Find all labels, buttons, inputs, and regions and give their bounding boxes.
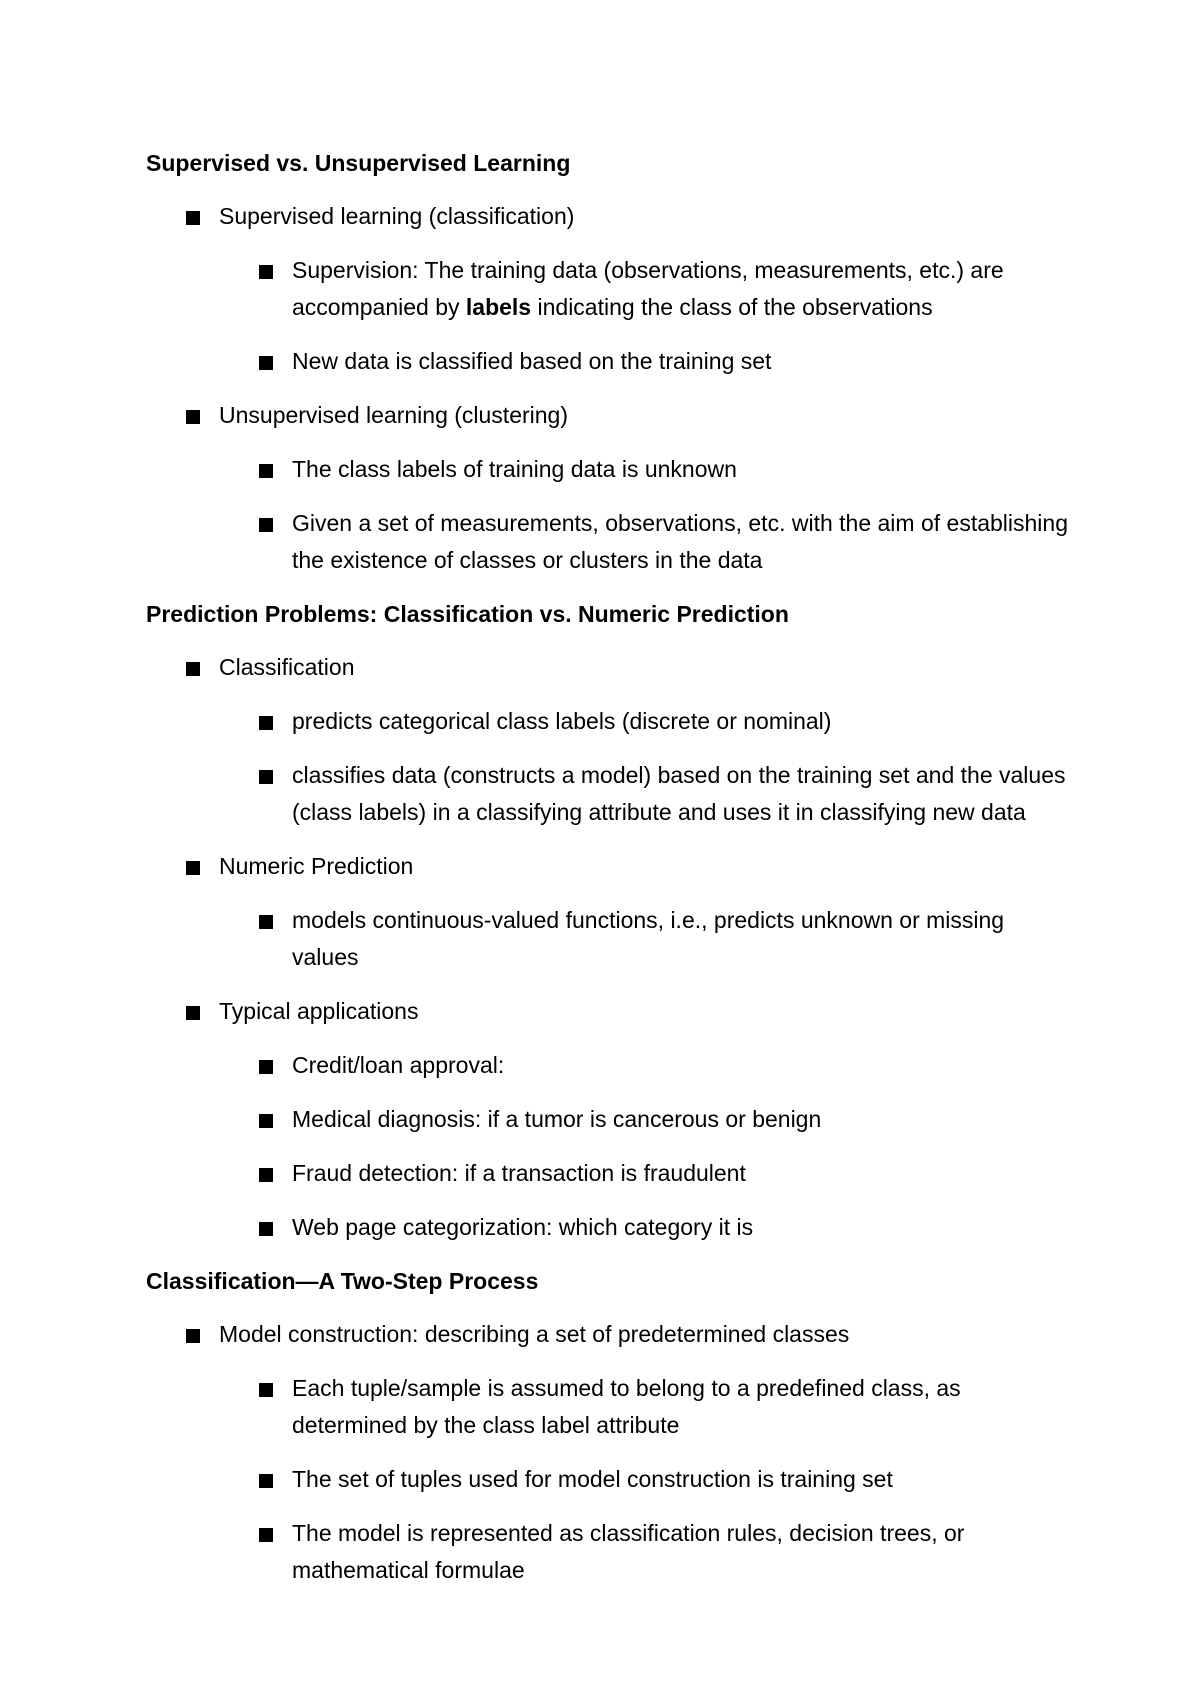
text-run: indicating the class of the observations [531,294,933,320]
sub-bullet-item [146,451,1072,488]
bold-term: labels [465,294,532,320]
square-bullet-icon [259,1222,273,1236]
bullet-text: Given a set of measurements, observations, etc. with the aim of establishing the existence of classes or clusters in the data [292,510,1068,573]
bullet-text: Credit/loan approval: [292,1052,505,1078]
bullet-text: The class labels of training data is unknown [292,456,737,482]
sub-bullet-item [146,343,1072,380]
square-bullet-icon [259,265,273,279]
square-bullet-icon [259,518,273,532]
section-supervised-vs-unsupervised [146,145,1086,579]
bullet-text: Typical applications [219,998,419,1024]
bullet-item [146,397,1086,434]
bullet-item [146,848,1086,885]
square-bullet-icon [186,861,200,875]
bullet-text: Supervised learning (classification) [219,203,575,229]
sub-bullet-item [146,703,1072,740]
bullet-item [146,649,1086,686]
bullet-text: Model construction: describing a set of predetermined classes [219,1321,850,1347]
square-bullet-icon [259,770,273,784]
square-bullet-icon [186,211,200,225]
bullet-text: The model is represented as classification rules, decision trees, or mathematical formulae [292,1520,965,1583]
sub-bullet-item [146,1047,1072,1084]
bullet-text: Web page categorization: which category it is [292,1214,754,1240]
square-bullet-icon [259,915,273,929]
bullet-text: Each tuple/sample is assumed to belong to a predefined class, as determined by the class label attribute [292,1375,961,1438]
bullet-text: Numeric Prediction [219,853,414,879]
square-bullet-icon [259,1168,273,1182]
square-bullet-icon [259,1114,273,1128]
sub-bullet-item [146,505,1072,579]
bullet-text: predicts categorical class labels (discrete or nominal) [292,708,832,734]
bullet-item [146,198,1086,235]
bullet-text: Medical diagnosis: if a tumor is cancerous or benign [292,1106,822,1132]
sub-bullet-item [146,757,1072,831]
bullet-text: models continuous-valued functions, i.e., predicts unknown or missing values [292,907,1005,970]
square-bullet-icon [186,1329,200,1343]
bullet-text: Classification [219,654,355,680]
bullet-item [146,993,1086,1030]
section-prediction-problems [146,596,1086,1246]
section-heading: Prediction Problems: Classification vs. Numeric Prediction [146,601,789,627]
document-body [146,145,1086,1606]
text-run: Supervision: The training data (observations, measurements, etc.) are accompanied by [292,257,1004,320]
sub-bullet-item [146,1370,1072,1444]
section-heading: Classification—A Two-Step Process [146,1268,539,1294]
sub-bullet-item [146,1209,1072,1246]
square-bullet-icon [259,464,273,478]
square-bullet-icon [186,1006,200,1020]
section-heading: Supervised vs. Unsupervised Learning [146,150,571,176]
sub-bullet-item [146,1101,1072,1138]
bullet-text: The set of tuples used for model construction is training set [292,1466,893,1492]
bullet-text: Unsupervised learning (clustering) [219,402,568,428]
square-bullet-icon [186,662,200,676]
square-bullet-icon [259,716,273,730]
bullet-text: Fraud detection: if a transaction is fraudulent [292,1160,746,1186]
section-two-step-process [146,1263,1086,1589]
square-bullet-icon [259,1474,273,1488]
bullet-item [146,1316,1086,1353]
square-bullet-icon [186,410,200,424]
square-bullet-icon [259,1060,273,1074]
bullet-text: New data is classified based on the training set [292,348,772,374]
sub-bullet-item [146,1515,1072,1589]
sub-bullet-item [146,1155,1072,1192]
square-bullet-icon [259,1528,273,1542]
square-bullet-icon [259,356,273,370]
bullet-text [292,257,1004,320]
sub-bullet-item [146,252,1072,326]
sub-bullet-item [146,902,1072,976]
bullet-text: classifies data (constructs a model) based on the training set and the values (class labels) in a classifying attribute and uses it in classifying new data [292,762,1066,825]
square-bullet-icon [259,1383,273,1397]
sub-bullet-item [146,1461,1072,1498]
